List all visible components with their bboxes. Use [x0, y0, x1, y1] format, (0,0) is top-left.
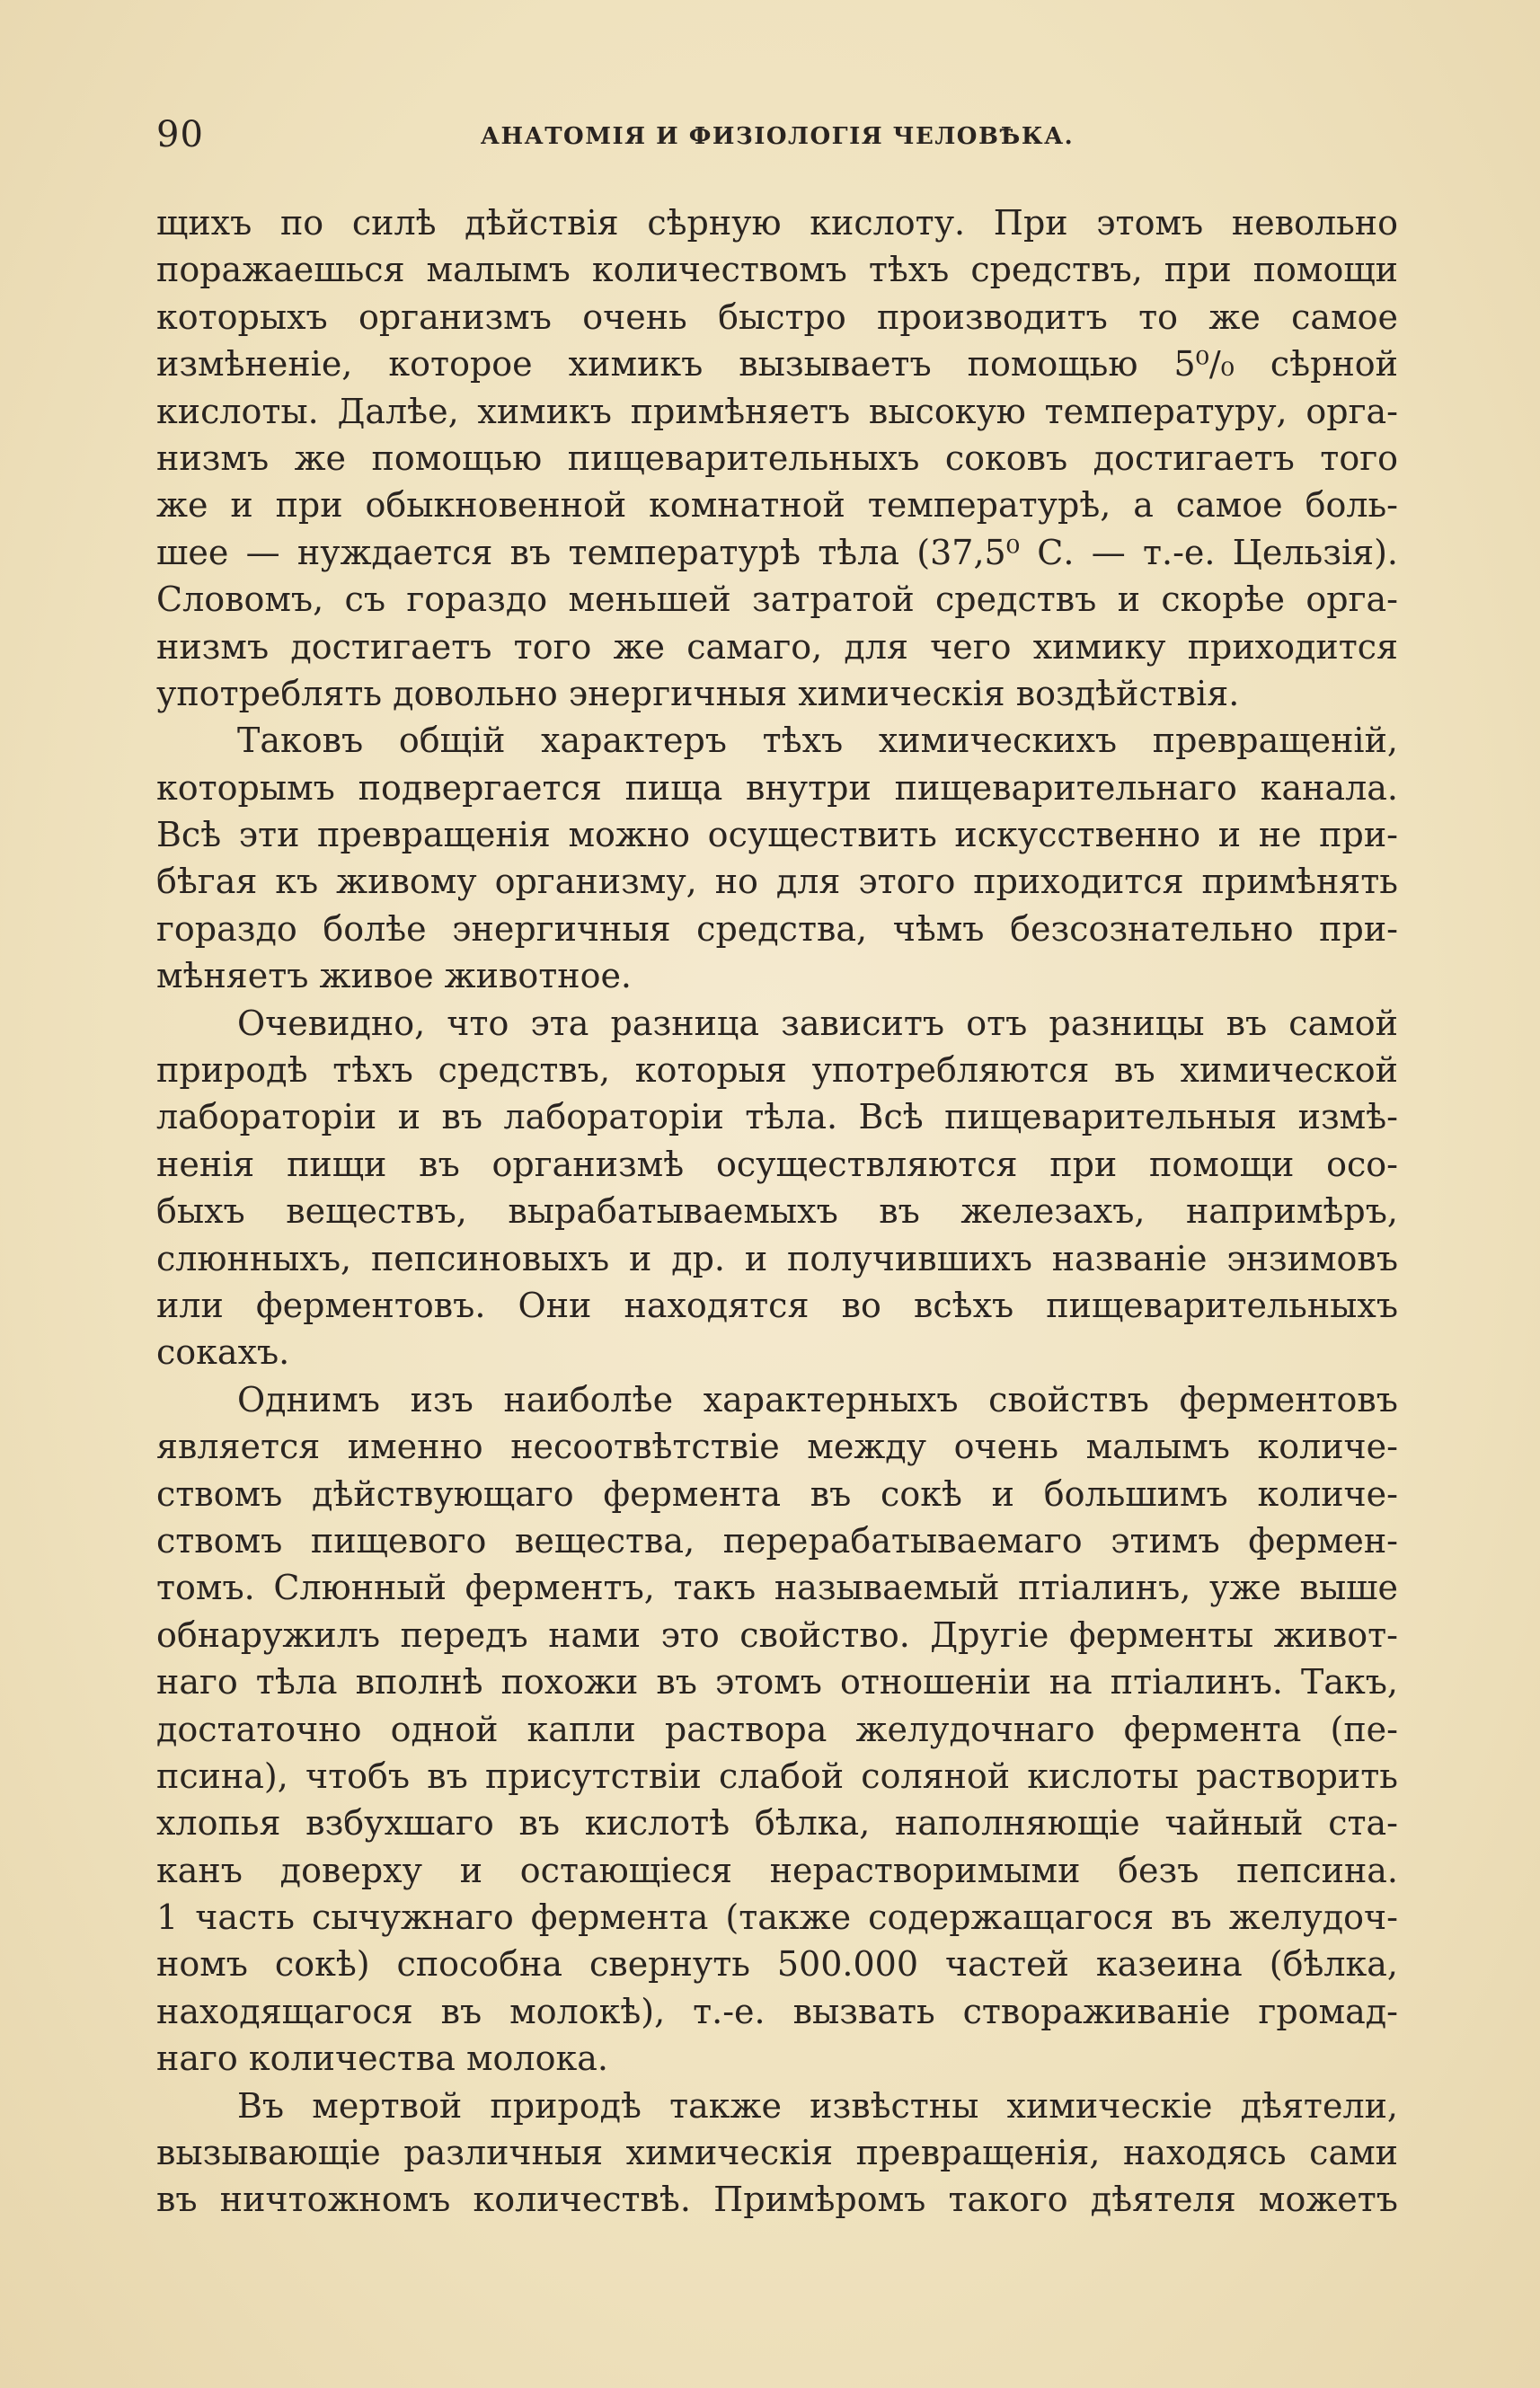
- text-line: вызывающіе различныя химическія превращенія, находясь сами: [156, 2133, 1398, 2173]
- text-line: обнаружилъ передъ нами это свойство. Другіе ферменты живот-: [156, 1614, 1398, 1655]
- text-line: быхъ веществъ, вырабатываемыхъ въ железахъ, напримѣръ,: [156, 1191, 1398, 1232]
- text-line: природѣ тѣхъ средствъ, которыя употребляются въ химической: [156, 1050, 1398, 1091]
- text-line: которымъ подвергается пища внутри пищеварительнаго канала.: [156, 767, 1398, 808]
- text-line: которыхъ организмъ очень быстро производитъ то же самое: [156, 296, 1398, 337]
- text-line: псина), чтобъ въ присутствіи слабой соляной кислоты растворить: [156, 1756, 1398, 1796]
- text-line: сокахъ.: [156, 1332, 290, 1373]
- text-line: употреблять довольно энергичныя химическія воздѣйствія.: [156, 673, 1240, 713]
- text-line: Въ мертвой природѣ также извѣстны химическіе дѣятели,: [237, 2085, 1398, 2126]
- text-line: Всѣ эти превращенія можно осуществить искусственно и не при-: [156, 815, 1398, 855]
- page-number: 90: [156, 114, 204, 155]
- text-line: бѣгая къ живому организму, но для этого приходится примѣнять: [156, 862, 1398, 902]
- text-line: измѣненіе, которое химикъ вызываетъ помощью 5⁰/₀ сѣрной: [156, 344, 1398, 385]
- text-line: низмъ же помощью пищеварительныхъ соковъ достигаетъ того: [156, 438, 1398, 478]
- text-line: Таковъ общій характеръ тѣхъ химическихъ превращеній,: [237, 721, 1398, 761]
- text-line: въ ничтожномъ количествѣ. Примѣромъ такого дѣятеля можетъ: [156, 2180, 1398, 2220]
- text-line: ствомъ пищевого вещества, перерабатываемаго этимъ фермен-: [156, 1520, 1398, 1561]
- paragraph: [156, 717, 1398, 999]
- text-line: канъ доверху и остающіеся нерастворимыми безъ пепсина.: [156, 1850, 1398, 1890]
- text-line: Очевидно, что эта разница зависитъ отъ разницы въ самой: [237, 1003, 1398, 1043]
- text-line: же и при обыкновенной комнатной температурѣ, а самое боль-: [156, 485, 1398, 526]
- text-line: щихъ по силѣ дѣйствія сѣрную кислоту. При этомъ невольно: [156, 203, 1398, 243]
- text-line: мѣняетъ живое животное.: [156, 956, 633, 996]
- running-head: [156, 115, 1398, 155]
- text-line: томъ. Слюнный ферментъ, такъ называемый птіалинъ, уже выше: [156, 1568, 1398, 1608]
- text-line: наго тѣла вполнѣ похожи въ этомъ отношеніи на птіалинъ. Такъ,: [156, 1662, 1398, 1703]
- text-line: ненія пищи въ организмѣ осуществляются при помощи осо-: [156, 1144, 1398, 1184]
- text-line: гораздо болѣе энергичныя средства, чѣмъ безсознательно при-: [156, 908, 1398, 949]
- text-line: или ферментовъ. Они находятся во всѣхъ пищеварительныхъ: [156, 1285, 1398, 1325]
- text-line: достаточно одной капли раствора желудочнаго фермента (пе-: [156, 1709, 1398, 1749]
- text-line: номъ сокѣ) способна свернуть 500.000 частей казеина (бѣлка,: [156, 1944, 1398, 1985]
- text-line: Словомъ, съ гораздо меньшей затратой средствъ и скорѣе орга-: [156, 579, 1398, 620]
- text-line: кислоты. Далѣе, химикъ примѣняетъ высокую температуру, орга-: [156, 391, 1398, 431]
- text-line: низмъ достигаетъ того же самаго, для чего химику приходится: [156, 626, 1398, 667]
- paragraph: [156, 199, 1398, 717]
- text-line: ствомъ дѣйствующаго фермента въ сокѣ и большимъ количе-: [156, 1473, 1398, 1514]
- text-line: находящагося въ молокѣ), т.-е. вызвать створаживаніе громад-: [156, 1991, 1398, 2031]
- paragraph: [156, 1000, 1398, 1376]
- text-line: 1 часть сычужнаго фермента (также содержащагося въ желудоч-: [156, 1897, 1398, 1938]
- text-line: слюнныхъ, пепсиновыхъ и др. и получившихъ названіе энзимовъ: [156, 1238, 1398, 1278]
- running-title: АНАТОМІЯ И ФИЗІОЛОГІЯ ЧЕЛОВѢКА.: [480, 123, 1075, 150]
- text-line: является именно несоотвѣтствіе между очень малымъ количе-: [156, 1427, 1398, 1467]
- text-line: наго количества молока.: [156, 2039, 608, 2079]
- text-line: шее — нуждается въ температурѣ тѣла (37,5⁰ С. — т.-е. Цельзія).: [156, 532, 1398, 572]
- text-line: лабораторіи и въ лабораторіи тѣла. Всѣ пищеварительныя измѣ-: [156, 1097, 1398, 1137]
- body-text: [156, 199, 1398, 2224]
- paragraph: [156, 1376, 1398, 2083]
- text-line: Однимъ изъ наиболѣе характерныхъ свойствъ ферментовъ: [237, 1379, 1398, 1420]
- paragraph: [156, 2083, 1398, 2224]
- text-line: поражаешься малымъ количествомъ тѣхъ средствъ, при помощи: [156, 250, 1398, 290]
- text-line: хлопья взбухшаго въ кислотѣ бѣлка, наполняющіе чайный ста-: [156, 1803, 1398, 1844]
